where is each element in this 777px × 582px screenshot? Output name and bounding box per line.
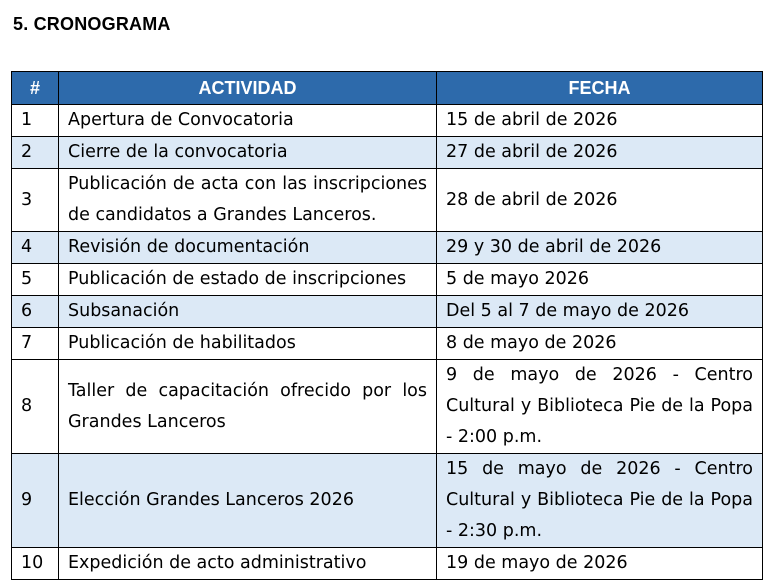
- table-row: [12, 296, 763, 328]
- row-date: 29 y 30 de abril de 2026: [437, 232, 763, 264]
- table-row: [12, 454, 763, 548]
- row-number: 1: [12, 105, 59, 137]
- row-activity: Publicación de habilitados: [59, 328, 437, 360]
- row-date: Del 5 al 7 de mayo de 2026: [437, 296, 763, 328]
- row-number: 5: [12, 264, 59, 296]
- row-activity: Expedición de acto administrativo: [59, 548, 437, 580]
- header-number: #: [12, 72, 59, 105]
- header-activity: ACTIVIDAD: [59, 72, 437, 105]
- row-date: 9 de mayo de 2026 - Centro Cultural y Biblioteca Pie de la Popa - 2:00 p.m.: [437, 360, 763, 454]
- row-date: 15 de mayo de 2026 - Centro Cultural y Biblioteca Pie de la Popa - 2:30 p.m.: [437, 454, 763, 548]
- row-number: 9: [12, 454, 59, 548]
- table-row: [12, 169, 763, 232]
- row-date: 15 de abril de 2026: [437, 105, 763, 137]
- table-row: [12, 264, 763, 296]
- row-date: 28 de abril de 2026: [437, 169, 763, 232]
- row-date: 19 de mayo de 2026: [437, 548, 763, 580]
- row-activity: Elección Grandes Lanceros 2026: [59, 454, 437, 548]
- row-number: 10: [12, 548, 59, 580]
- row-number: 7: [12, 328, 59, 360]
- table-row: [12, 137, 763, 169]
- row-activity: Apertura de Convocatoria: [59, 105, 437, 137]
- row-number: 2: [12, 137, 59, 169]
- table-row: [12, 548, 763, 580]
- schedule-table: [11, 71, 763, 580]
- table-row: [12, 232, 763, 264]
- table-row: [12, 328, 763, 360]
- row-activity: Cierre de la convocatoria: [59, 137, 437, 169]
- section-title: 5. CRONOGRAMA: [13, 14, 171, 34]
- table-row: [12, 105, 763, 137]
- row-number: 4: [12, 232, 59, 264]
- header-date: FECHA: [437, 72, 763, 105]
- row-date: 5 de mayo 2026: [437, 264, 763, 296]
- row-number: 8: [12, 360, 59, 454]
- row-date: 27 de abril de 2026: [437, 137, 763, 169]
- row-date: 8 de mayo de 2026: [437, 328, 763, 360]
- row-activity: Publicación de acta con las inscripciones de candidatos a Grandes Lanceros.: [59, 169, 437, 232]
- table-header-row: [12, 72, 763, 105]
- row-activity: Publicación de estado de inscripciones: [59, 264, 437, 296]
- row-activity: Subsanación: [59, 296, 437, 328]
- row-activity: Revisión de documentación: [59, 232, 437, 264]
- table-row: [12, 360, 763, 454]
- row-number: 6: [12, 296, 59, 328]
- row-number: 3: [12, 169, 59, 232]
- row-activity: Taller de capacitación ofrecido por los Grandes Lanceros: [59, 360, 437, 454]
